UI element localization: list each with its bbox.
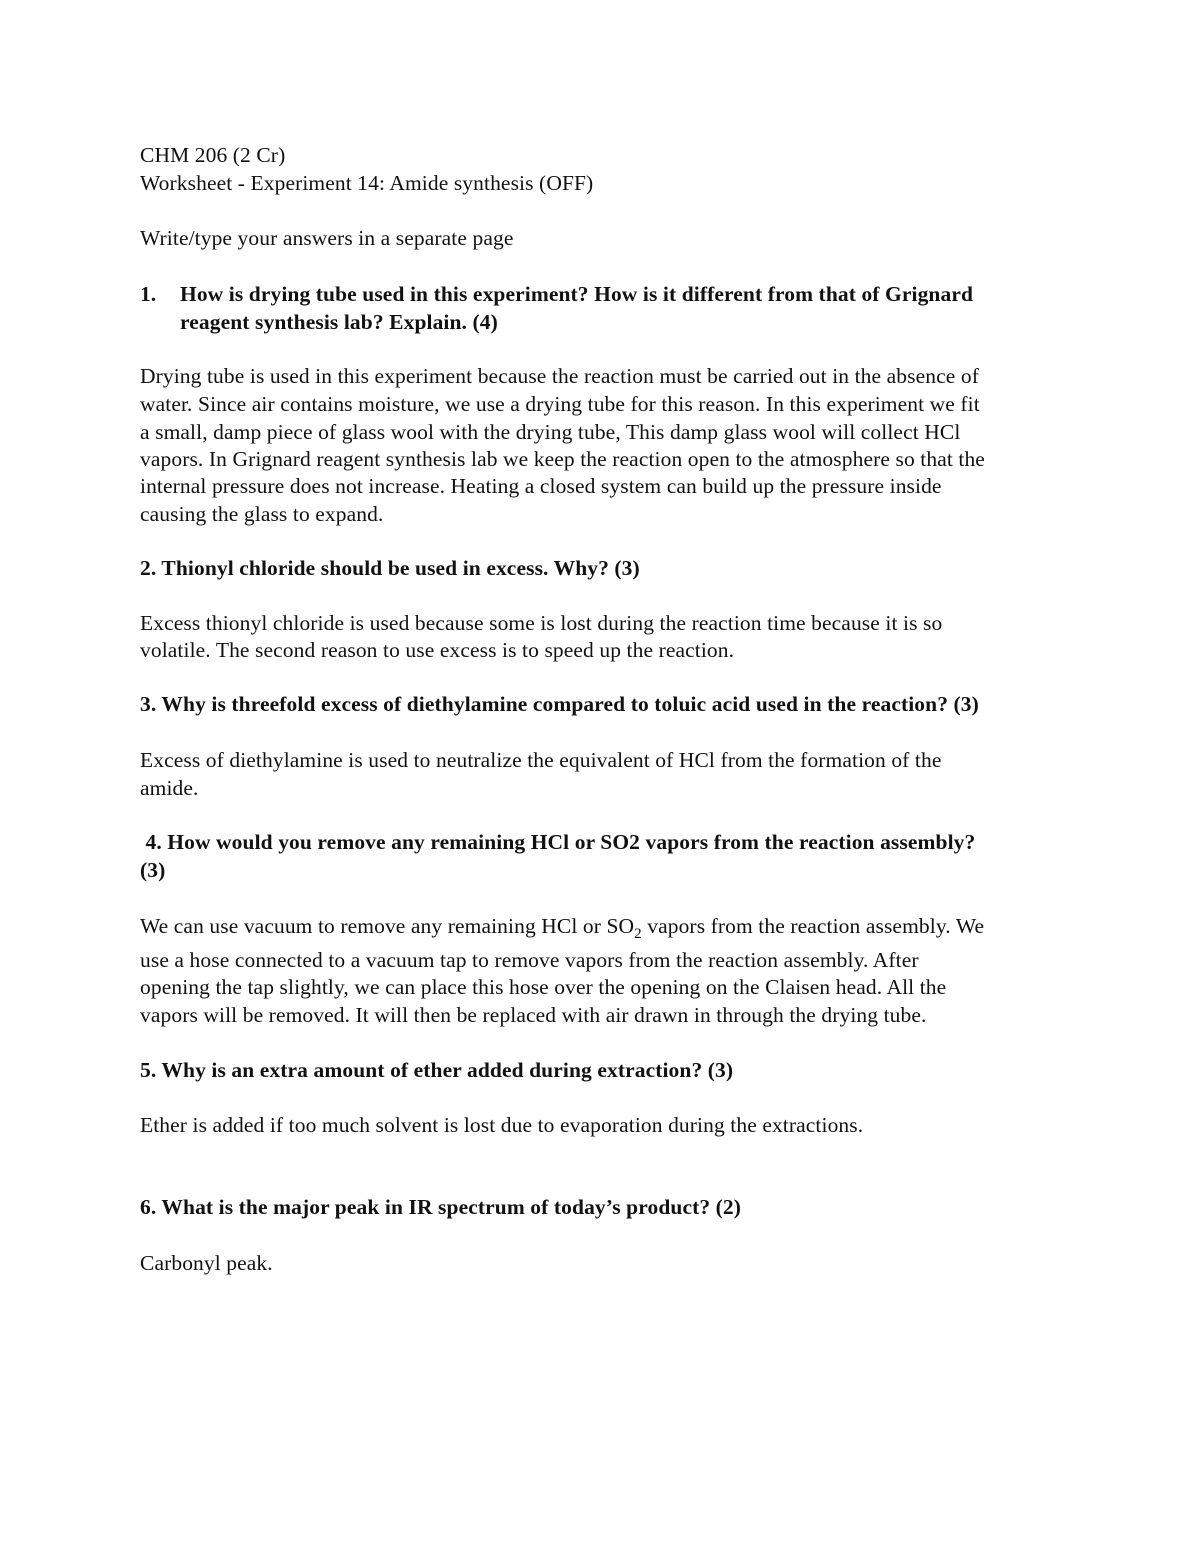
answer-1-line-4: vapors. In Grignard reagent synthesis lab we keep the reaction open to the atmosphere so that the <box>140 447 985 471</box>
answer-4-line-1-end: vapors from the reaction assembly. We <box>641 914 985 938</box>
answer-3-line-2: amide. <box>140 776 199 800</box>
answer-2-line-2: volatile. The second reason to use excess is to speed up the reaction. <box>140 638 735 662</box>
instructions: Write/type your answers in a separate page <box>140 226 514 250</box>
answer-1-line-3: a small, damp piece of glass wool with the drying tube, This damp glass wool will collect HCl <box>140 420 961 444</box>
answer-4-line-1-start: We can use vacuum to remove any remaining HCl or SO <box>140 914 635 938</box>
question-1-number: 1. <box>140 282 157 306</box>
answer-4-line-3: opening the tap slightly, we can place this hose over the opening on the Claisen head. All the <box>140 975 947 999</box>
answer-6: Carbonyl peak. <box>140 1251 273 1275</box>
question-1-line-2: reagent synthesis lab? Explain. (4) <box>180 310 498 334</box>
answer-1-line-1: Drying tube is used in this experiment because the reaction must be carried out in the absence of <box>140 364 979 388</box>
question-1-line-1: How is drying tube used in this experiment? How is it different from that of Grignard <box>180 282 974 306</box>
answer-1-line-6: causing the glass to expand. <box>140 502 384 526</box>
answer-4-line-1 <box>140 912 984 940</box>
so2-subscript: 2 <box>634 926 642 942</box>
answer-1-line-5: internal pressure does not increase. Heating a closed system can build up the pressure inside <box>140 474 942 498</box>
answer-5: Ether is added if too much solvent is lost due to evaporation during the extractions. <box>140 1113 864 1137</box>
answer-1-line-2: water. Since air contains moisture, we use a drying tube for this reason. In this experiment we fit <box>140 392 980 416</box>
answer-2-line-1: Excess thionyl chloride is used because some is lost during the reaction time because it is so <box>140 611 943 635</box>
question-4-line-1: 4. How would you remove any remaining HCl or SO2 vapors from the reaction assembly? <box>140 830 976 854</box>
question-5: 5. Why is an extra amount of ether added during extraction? (3) <box>140 1058 734 1082</box>
course-code: CHM 206 (2 Cr) <box>140 143 286 167</box>
question-2: 2. Thionyl chloride should be used in excess. Why? (3) <box>140 556 640 580</box>
question-3: 3. Why is threefold excess of diethylamine compared to toluic acid used in the reaction? (3) <box>140 692 979 716</box>
answer-4-line-2: use a hose connected to a vacuum tap to remove vapors from the reaction assembly. After <box>140 948 919 972</box>
question-6: 6. What is the major peak in IR spectrum of today’s product? (2) <box>140 1195 742 1219</box>
answer-3-line-1: Excess of diethylamine is used to neutralize the equivalent of HCl from the formation of the <box>140 748 942 772</box>
worksheet-title: Worksheet - Experiment 14: Amide synthesis (OFF) <box>140 171 594 195</box>
answer-4-line-4: vapors will be removed. It will then be replaced with air drawn in through the drying tube. <box>140 1003 927 1027</box>
question-4-line-2: (3) <box>140 858 166 882</box>
